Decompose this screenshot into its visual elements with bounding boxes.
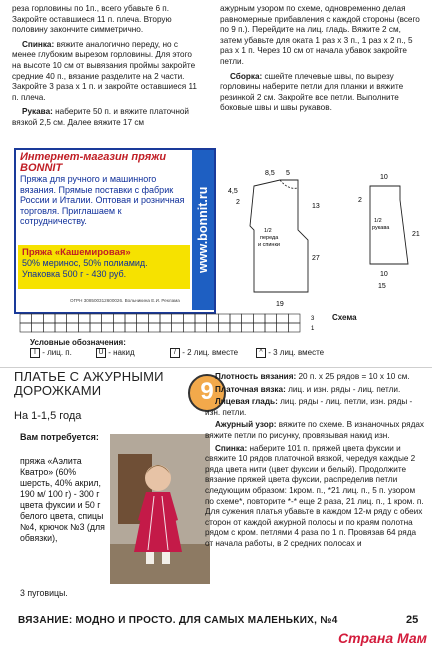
- chart-cell: [207, 314, 219, 323]
- spinka-para: [12, 40, 198, 104]
- chart-cell: [230, 314, 242, 323]
- knitting-chart: [16, 313, 316, 333]
- legend: [30, 338, 420, 362]
- lic-label: Лицевая гладь:: [215, 397, 278, 407]
- chart-row-3: 3: [311, 316, 315, 322]
- front-back-piece: [250, 180, 308, 292]
- pattern-number: 9: [200, 378, 214, 405]
- chart-cell: [102, 314, 114, 323]
- chart-cell: [160, 323, 172, 332]
- chart-cell: [113, 323, 125, 332]
- advertisement: [14, 148, 216, 314]
- chart-cell: [183, 314, 195, 323]
- front-dim-6: 27: [312, 255, 320, 262]
- dress-title: ПЛАТЬЕ С АЖУРНЫМИ ДОРОЖКАМИ: [14, 369, 164, 398]
- chart-cell: [277, 323, 289, 332]
- front-dim-3: 4,5: [228, 188, 238, 195]
- chart-cell: [55, 314, 67, 323]
- chart-cell: [218, 314, 230, 323]
- materials-text: пряжа «Аэлита Кватро» (60% шерсть, 40% акрил, 190 м/ 100 г) - 300 г цвета фуксии и 50 г белого цвета, спицы №4, крючок №3 (для обвязки),: [20, 456, 105, 543]
- chart-cell: [148, 323, 160, 332]
- chart-cell: [32, 323, 44, 332]
- chart-cell: [137, 314, 149, 323]
- materials-box: [14, 428, 204, 608]
- dress-age: На 1-1,5 года: [14, 410, 82, 422]
- legend-item-yarnover: U - накид: [96, 348, 135, 358]
- lic-text: лиц. ряды - лиц. петли, изн. ряды - изн. петли.: [205, 397, 413, 417]
- sleeve-piece-label: 1/2 рукава: [372, 218, 390, 231]
- sleeve-dim-5: 15: [378, 283, 386, 290]
- chart-cell: [242, 323, 254, 332]
- schema-label: Схема: [332, 313, 357, 322]
- chart-cell: [67, 323, 79, 332]
- chart-cell: [32, 314, 44, 323]
- chart-cell: [172, 314, 184, 323]
- chart-cell: [125, 323, 137, 332]
- plotnost-label: Плотность вязания:: [215, 372, 297, 381]
- chart-cell: [195, 314, 207, 323]
- chart-cell: [55, 323, 67, 332]
- rukava-text: наберите 50 п. и вяжите платочной вязкой 2,5 см. Далее вяжите 17 см: [12, 107, 189, 127]
- footer-title: ВЯЗАНИЕ: МОДНО И ПРОСТО. ДЛЯ САМЫХ МАЛЕНЬКИХ, №4: [18, 615, 338, 626]
- chart-cell: [172, 323, 184, 332]
- pattern-schema: [220, 160, 425, 312]
- chart-cell: [288, 323, 300, 332]
- chart-cell: [265, 314, 277, 323]
- lic-para: [205, 397, 425, 418]
- ad-header: [16, 150, 188, 172]
- chart-cell: [20, 323, 32, 332]
- legend-item-k3tog: ^ - 3 лиц. вместе: [256, 348, 324, 358]
- top-right-column: [220, 4, 424, 114]
- chart-cell: [253, 314, 265, 323]
- front-dim-2: 5: [286, 170, 290, 177]
- chart-cell: [102, 323, 114, 332]
- sleeve-dim-3: 2: [358, 197, 362, 204]
- azhur-para: [205, 420, 425, 441]
- chart-cell: [113, 314, 125, 323]
- knit-stitch-icon: I: [30, 348, 40, 358]
- chart-cell: [20, 314, 32, 323]
- platoch-label: Платочная вязка:: [215, 384, 286, 394]
- chart-cell: [277, 314, 289, 323]
- ad-side-bar: [192, 150, 214, 310]
- spinka-lower-label: Спинка:: [215, 443, 248, 453]
- ad-url[interactable]: www.bonnit.ru: [196, 186, 210, 274]
- yarn-over-icon: U: [96, 348, 106, 358]
- watermark: Страна Мам: [338, 630, 428, 646]
- spinka-label: Спинка:: [22, 39, 55, 49]
- chart-cell: [148, 314, 160, 323]
- sleeve-dim-4: 21: [412, 231, 420, 238]
- plotnost-text: 20 п. x 25 рядов = 10 x 10 см.: [298, 372, 410, 381]
- azhur-text: вяжите по схеме. В изнаночных рядах вяжите петли по рисунку, провязывая накид изн.: [205, 420, 424, 440]
- front-dim-7: 19: [276, 301, 284, 308]
- chart-cell: [137, 323, 149, 332]
- chart-cell: [160, 314, 172, 323]
- spinka-lower-para: [205, 444, 425, 550]
- front-dim-4: 2: [236, 199, 240, 206]
- chart-cell: [183, 323, 195, 332]
- chart-cell: [125, 314, 137, 323]
- chart-cell: [78, 314, 90, 323]
- spinka-text: вяжите аналогично переду, но с менее глубоким вырезом горловины. Для этого на высоте 10 см от вывязания проймы закройте средние 40 п., вязание разделите на 2 части. Закройте 3 раза x 1 п. и закройте оставшиеся 11 п. плеча.: [12, 39, 197, 102]
- ad-body: Пряжа для ручного и машинного вязания. Прямые поставки с фабрик России и Италии. Оптовая и розничная торговля. Приглашаем к сотрудничеству.: [20, 174, 185, 227]
- section-divider: [0, 367, 432, 368]
- sborka-label: Сборка:: [230, 71, 263, 81]
- chart-cell: [67, 314, 79, 323]
- front-dim-1: 8,5: [265, 170, 275, 177]
- chart-cell: [242, 314, 254, 323]
- page-footer: [0, 612, 432, 628]
- chart-cell: [43, 314, 55, 323]
- chart-cell: [78, 323, 90, 332]
- chart-cell: [265, 323, 277, 332]
- platoch-para: [205, 385, 425, 396]
- ad-yarn-price: Упаковка 500 г - 430 руб.: [22, 269, 127, 279]
- sborka-para: [220, 72, 424, 114]
- k2tog-icon: /: [170, 348, 180, 358]
- materials-tail: 3 пуговицы.: [20, 588, 68, 598]
- platoch-text: лиц. и изн. ряды - лиц. петли.: [288, 384, 401, 394]
- sleeve-dim-1: 10: [380, 174, 388, 181]
- chart-cell: [218, 323, 230, 332]
- chart-cell: [230, 323, 242, 332]
- ad-yarn-composition: 50% меринос, 50% полиамид.: [22, 258, 148, 268]
- chart-cell: [207, 323, 219, 332]
- sborka-text: сшейте плечевые швы, по вырезу горловины наберите петли для планки и вяжите резинкой 2 см. Закройте все петли. Выполните боковые швы и швы рукавов.: [220, 71, 404, 113]
- plotnost-para: [205, 372, 425, 383]
- rukava-para: [12, 107, 198, 128]
- chart-cell: [195, 323, 207, 332]
- bottom-right-column: [205, 372, 425, 550]
- legend-item-k2tog: / - 2 лиц. вместе: [170, 348, 238, 358]
- sleeve-dim-2: 10: [380, 271, 388, 278]
- ad-yarn-title: Пряжа «Кашемировая»: [22, 247, 131, 258]
- ad-footer: ОГРН 308500312600026. Вольникина Е.И. Реклама: [70, 298, 180, 303]
- page-number: 25: [406, 614, 419, 626]
- legend-title: Условные обозначения:: [30, 338, 126, 347]
- top-left-para1: резa горловины по 1п., всего убавьте 6 п. Закройте оставшиеся 11 п. плеча. Вторую половину закончите симметрично.: [12, 4, 172, 35]
- ad-yarn-box: [18, 245, 190, 289]
- legend-item-knit: I - лиц. п.: [30, 348, 72, 358]
- front-piece-label: 1/2 переда и спинки: [258, 228, 280, 248]
- chart-cell: [43, 323, 55, 332]
- chart-row-1: 1: [311, 326, 315, 332]
- front-dim-5: 13: [312, 203, 320, 210]
- top-left-column: [12, 4, 198, 129]
- top-right-para1: ажурным узором по схеме, одновременно делая равномерные прибавления с каждой стороны (всего по 9 п.). Перейдите на лиц. гладь. Вяжите 2 см, затем убавьте для оката 1 раз x 3 п., 1 раз x 2 п., 5 раз x 1 п. Через 10 см от начала убавок закройте петли.: [220, 4, 420, 66]
- chart-cell: [288, 314, 300, 323]
- chart-cell: [253, 323, 265, 332]
- spinka-lower-text: наберите 101 п. пряжей цвета фуксии и свяжите 10 рядов платочной вязкой, чередуя каждые 2 ряда цвета нити (цвет фуксии и белый). Продолжите вязание пряжей цвета фуксии, распределив петли следующим образом: 1кром. п., *21 лиц. п., 5 п. узором по схеме*, повторите *-* еще 2 раза, 21 лиц. п., 1 кром. п. Для сужения платья убавьте в каждом 12-м ряду с обеих сторон от каждой ажурной полосы и по краям полотна рядом с кром. петлями 4 раза по 1 п. Провязав 64 ряда от начала работы, в 2 средних полосах и: [205, 443, 424, 548]
- chart-cell: [90, 314, 102, 323]
- k3tog-icon: ^: [256, 348, 266, 358]
- ad-title: Интернет-магазин пряжи BONNIT: [20, 151, 167, 174]
- azhur-label: Ажурный узор:: [215, 420, 277, 430]
- child-photo: [110, 434, 210, 584]
- chart-cell: [90, 323, 102, 332]
- materials-title: Вам потребуется:: [20, 432, 99, 442]
- rukava-label: Рукава:: [22, 107, 53, 117]
